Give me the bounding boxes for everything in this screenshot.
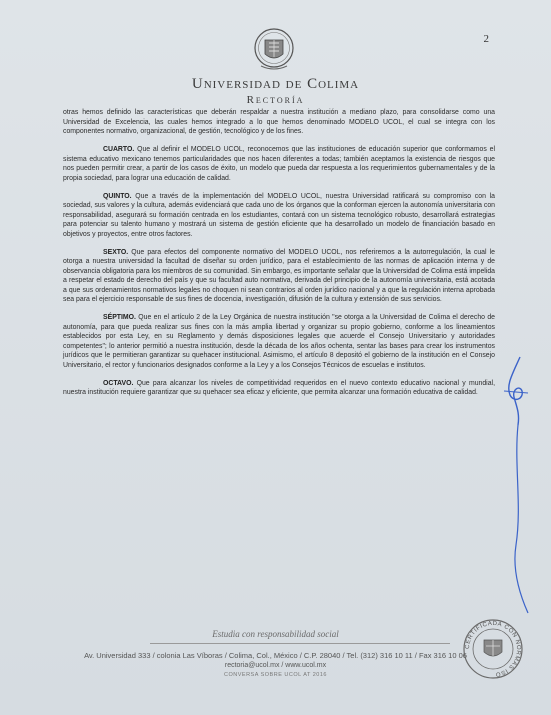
footer-motto: Estudia con responsabilidad social — [212, 629, 339, 639]
university-crest-icon — [253, 26, 295, 74]
paragraph-intro: otras hemos definido las características que deberán respaldar a nuestra institución a mediano plazo, para consolidarse como una Universidad de Excelencia, las cuales hemos integrado a lo que hemos denominado MODELO UCOL, el cual se integra con los componentes normativo, organizacional, de gestión, tecnológico y de los fines. — [63, 109, 495, 135]
paragraph-septimo: SÉPTIMO. Que en el artículo 2 de la Ley Orgánica de nuestra institución "se otorga a la Universidad de Colima el derecho de autonomía, para que pueda realizar sus fines con la más amplia libertad y organizar su propio gobierno, conforme a los lineamientos establecidos por esta Ley, en su Reglamento y demás disposiciones legales que acuerde el Consejo Universitario y autoridades competentes"; lo anterior permitió a nuestra institución, desde la década de los años ochenta, sentar las bases para crear los instrumentos jurídicos que le permitieran garantizar su quehacer institucional. Asimismo, el artículo 8 depositó el gobierno de la institución en el Consejo Universitario, el rector y funcionarios designados conforme a la Ley y a los Consejos Técnicos de escuelas e institutos. — [63, 314, 495, 369]
footer-email: rectoria@ucol.mx / www.ucol.mx — [224, 662, 327, 669]
certification-seal-icon — [462, 618, 524, 680]
page-number: 2 — [483, 33, 489, 45]
handwritten-signature — [498, 355, 538, 615]
paragraph-sexto: SEXTO. Que para efectos del componente normativo del MODELO UCOL, nos referiremos a la autorregulación, la cual le otorga a nuestra universidad la facultad de diseñar su orden jurídico, para el establecimiento de las normas de aplicación interna y de observancia obligatoria para los miembros de su comunidad. Sin embargo, es importante señalar que la Universidad de Colima está impelida a respetar el estado de derecho del país y que su facultad auto normativa, derivada del principio de la autonomía universitaria, está acotada a que sus ordenamientos normativos legales no choquen ni sean contrarios al orden jurídico nacional y a que la regulación interna aprobada sea para el ejercicio responsable de sus fines de docencia, investigación, difusión de la cultura y extensión de sus servicios. — [63, 248, 495, 303]
footer-code: CONVERSA SOBRE UCOL AT 2016 — [224, 672, 327, 678]
paragraph-quinto: QUINTO. Que a través de la implementación del MODELO UCOL, nuestra Universidad ratificará su compromiso con la sociedad, sus valores y la cultura, además evidenciará que cada uno de los órganos que la conforman ejercen la autonomía universitaria con responsabilidad, asegurará su formación centrada en los estudiantes, contará con un sistema tecnológico robusto, desarrollará estrategias para potenciar su talento humano y mostrará un sistema de gestión eficiente que ha desarrollado un modelo de financiación basado en objetivos y proyectos, entre otros factores. — [63, 192, 495, 238]
university-name: Universidad de Colima — [191, 76, 360, 92]
footer-address: Av. Universidad 333 / colonia Las Víboras / Colima, Col., México / C.P. 28040 / Tel. (312) 316 10 11 / Fax 316 10 06 — [84, 651, 467, 660]
document-body — [63, 108, 495, 406]
footer-divider — [150, 643, 450, 644]
seal-text: CERTIFICADA CON NORMAS ISO — [464, 620, 522, 677]
paragraph-cuarto: CUARTO. Que al definir el MODELO UCOL, reconocemos que las instituciones de educación superior que conformamos el sistema educativo mexicano tenemos particularidades que nos hacen diferentes a todas; también aceptamos la existencia de riesgos que nos pueden permitir crear, a partir de los casos de éxito, un modelo que pueda dar respuesta a los requerimientos gubernamentales y de la propia sociedad, para lograr una educación de calidad. — [63, 146, 495, 182]
department-name: Rectoría — [246, 94, 305, 106]
paragraph-octavo: OCTAVO. Que para alcanzar los niveles de competitividad requeridos en el nuevo contexto educativo nacional y mundial, nuestra institución requiere garantizar que su quehacer sea eficaz y eficiente, que permita alcanzar una formación educativa de calidad. — [63, 379, 495, 396]
